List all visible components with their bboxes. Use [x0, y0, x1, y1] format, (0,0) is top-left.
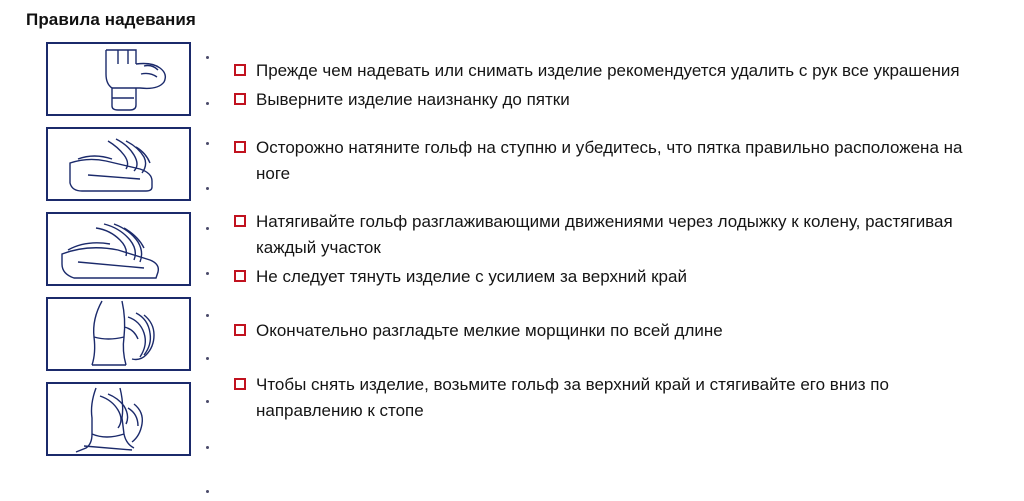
illustration-step-5	[46, 382, 191, 456]
tick-mark	[206, 400, 209, 403]
step-4-smooth-up-to-knee-icon	[48, 299, 189, 369]
illustration-step-3	[46, 212, 191, 286]
list-item	[234, 318, 994, 344]
tick-mark	[206, 102, 209, 105]
list-item	[234, 58, 994, 84]
instruction-text: Окончательно разгладьте мелкие морщинки по всей длине	[256, 321, 723, 340]
checkbox-icon	[234, 270, 246, 282]
instruction-text: Не следует тянуть изделие с усилием за верхний край	[256, 267, 687, 286]
instruction-text: Выверните изделие наизнанку до пятки	[256, 90, 570, 109]
list-item	[234, 87, 994, 113]
tick-mark	[206, 187, 209, 190]
instruction-group-4	[234, 318, 994, 344]
tick-mark	[206, 227, 209, 230]
checkbox-icon	[234, 141, 246, 153]
step-3-pull-over-ankle-icon	[48, 214, 189, 284]
instruction-text: Прежде чем надевать или снимать изделие рекомендуется удалить с рук все украшения	[256, 61, 960, 80]
instruction-text: Чтобы снять изделие, возьмите гольф за верхний край и стягивайте его вниз по направлению к стопе	[256, 375, 889, 420]
list-item	[234, 135, 994, 187]
checkbox-icon	[234, 324, 246, 336]
instruction-group-1	[234, 58, 994, 113]
checkbox-icon	[234, 93, 246, 105]
illustration-column	[0, 42, 200, 467]
step-5-remove-sock-icon	[48, 384, 189, 454]
tick-mark	[206, 314, 209, 317]
instruction-text: Натягивайте гольф разглаживающими движениями через лодыжку к колену, растягивая каждый участок	[256, 212, 953, 257]
illustration-step-2	[46, 127, 191, 201]
content-columns	[0, 42, 1024, 482]
tick-mark	[206, 56, 209, 59]
instruction-group-5	[234, 372, 994, 424]
instruction-group-2	[234, 135, 994, 187]
tick-mark	[206, 446, 209, 449]
instruction-group-3	[234, 209, 994, 290]
checkbox-icon	[234, 215, 246, 227]
list-item	[234, 372, 994, 424]
tick-marks-column	[200, 42, 234, 482]
checkbox-icon	[234, 64, 246, 76]
checkbox-icon	[234, 378, 246, 390]
tick-mark	[206, 272, 209, 275]
step-1-roll-sock-inside-out-icon	[48, 44, 189, 114]
list-item	[234, 209, 994, 261]
illustration-step-4	[46, 297, 191, 371]
page-title: Правила надевания	[26, 10, 196, 29]
list-item	[234, 264, 994, 290]
illustration-step-1	[46, 42, 191, 116]
tick-mark	[206, 357, 209, 360]
tick-mark	[206, 142, 209, 145]
instructions-column	[234, 42, 1024, 438]
tick-mark	[206, 490, 209, 493]
instruction-text: Осторожно натяните гольф на ступню и убедитесь, что пятка правильно расположена на ноге	[256, 138, 963, 183]
step-2-place-foot-into-sock-icon	[48, 129, 189, 199]
